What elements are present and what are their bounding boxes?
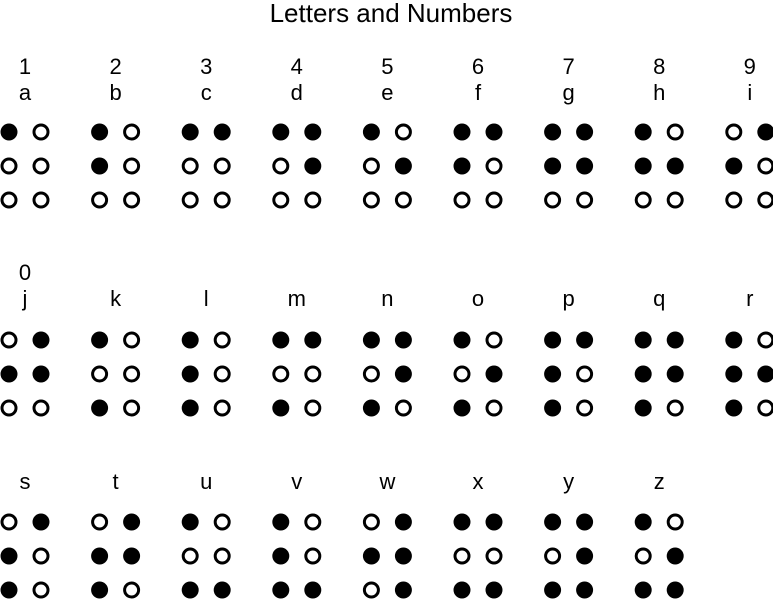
raised-dot-4 — [395, 332, 412, 349]
raised-dot-1 — [544, 514, 561, 531]
raised-dot-3 — [91, 582, 108, 599]
braille-cell-u — [182, 469, 231, 599]
raised-dot-1 — [272, 124, 289, 141]
raised-dot-3 — [272, 400, 289, 417]
braille-cell-i — [725, 54, 773, 207]
flat-dot-6 — [578, 401, 592, 415]
raised-dot-1 — [182, 124, 199, 141]
braille-cell-o — [454, 286, 503, 417]
raised-dot-5 — [486, 366, 503, 383]
braille-cell-j — [1, 260, 50, 415]
flat-dot-4 — [668, 125, 682, 139]
flat-dot-6 — [125, 401, 139, 415]
raised-dot-1 — [1, 124, 18, 141]
raised-dot-6 — [667, 582, 684, 599]
flat-dot-6 — [125, 193, 139, 207]
raised-dot-4 — [576, 332, 593, 349]
raised-dot-1 — [544, 124, 561, 141]
letter-label: w — [379, 469, 396, 494]
flat-dot-4 — [759, 333, 773, 347]
flat-dot-6 — [578, 193, 592, 207]
braille-cell-x — [454, 469, 503, 599]
flat-dot-1 — [2, 515, 16, 529]
braille-cell-b — [91, 54, 139, 207]
flat-dot-4 — [215, 333, 229, 347]
raised-dot-1 — [91, 124, 108, 141]
number-label: 4 — [290, 54, 303, 79]
braille-cell-v — [272, 469, 321, 599]
raised-dot-5 — [667, 548, 684, 565]
raised-dot-4 — [576, 514, 593, 531]
flat-dot-1 — [2, 333, 16, 347]
braille-cell-s — [1, 469, 50, 599]
flat-dot-6 — [34, 583, 48, 597]
raised-dot-5 — [33, 366, 50, 383]
flat-dot-3 — [183, 193, 197, 207]
raised-dot-3 — [544, 400, 561, 417]
letter-label: t — [112, 469, 119, 494]
raised-dot-3 — [725, 400, 742, 417]
number-label: 0 — [18, 260, 32, 285]
flat-dot-2 — [455, 367, 469, 381]
flat-dot-2 — [364, 159, 378, 173]
raised-dot-2 — [635, 158, 652, 175]
raised-dot-2 — [272, 548, 289, 565]
flat-dot-5 — [487, 549, 501, 563]
raised-dot-2 — [454, 158, 471, 175]
letter-label: q — [653, 286, 666, 311]
letter-label: r — [746, 286, 754, 311]
flat-dot-5 — [215, 549, 229, 563]
raised-dot-4 — [486, 124, 503, 141]
raised-dot-4 — [304, 332, 321, 349]
raised-dot-1 — [272, 332, 289, 349]
raised-dot-1 — [544, 332, 561, 349]
braille-cell-y — [544, 469, 593, 599]
raised-dot-4 — [757, 124, 773, 141]
raised-dot-1 — [454, 514, 471, 531]
flat-dot-5 — [215, 159, 229, 173]
flat-dot-6 — [668, 193, 682, 207]
flat-dot-2 — [2, 159, 16, 173]
braille-cell-c — [182, 54, 231, 207]
raised-dot-1 — [454, 332, 471, 349]
chart-title: Letters and Numbers — [269, 0, 513, 28]
flat-dot-6 — [125, 583, 139, 597]
flat-dot-5 — [34, 549, 48, 563]
raised-dot-5 — [304, 158, 321, 175]
flat-dot-1 — [364, 515, 378, 529]
raised-dot-5 — [395, 158, 412, 175]
raised-dot-1 — [182, 332, 199, 349]
raised-dot-6 — [576, 582, 593, 599]
flat-dot-2 — [274, 159, 288, 173]
raised-dot-2 — [635, 366, 652, 383]
flat-dot-4 — [34, 125, 48, 139]
raised-dot-1 — [363, 332, 380, 349]
flat-dot-5 — [215, 367, 229, 381]
flat-dot-6 — [668, 401, 682, 415]
raised-dot-4 — [304, 124, 321, 141]
flat-dot-3 — [2, 193, 16, 207]
letter-label: f — [474, 80, 482, 105]
raised-dot-1 — [91, 332, 108, 349]
raised-dot-5 — [667, 366, 684, 383]
raised-dot-5 — [667, 158, 684, 175]
letter-label: h — [653, 80, 666, 105]
braille-cell-k — [91, 286, 139, 417]
braille-cell-p — [544, 286, 593, 417]
flat-dot-5 — [306, 549, 320, 563]
raised-dot-3 — [544, 582, 561, 599]
flat-dot-6 — [215, 193, 229, 207]
letter-label: o — [471, 286, 485, 311]
flat-dot-2 — [183, 549, 197, 563]
flat-dot-1 — [93, 515, 107, 529]
flat-dot-4 — [125, 125, 139, 139]
raised-dot-2 — [91, 158, 108, 175]
raised-dot-3 — [91, 400, 108, 417]
flat-dot-5 — [306, 367, 320, 381]
flat-dot-2 — [364, 367, 378, 381]
raised-dot-5 — [757, 366, 773, 383]
flat-dot-6 — [34, 193, 48, 207]
flat-dot-2 — [183, 159, 197, 173]
braille-cell-d — [272, 54, 321, 207]
flat-dot-1 — [727, 125, 741, 139]
flat-dot-6 — [487, 401, 501, 415]
raised-dot-2 — [182, 366, 199, 383]
braille-cells — [1, 54, 773, 599]
flat-dot-3 — [636, 193, 650, 207]
flat-dot-5 — [34, 159, 48, 173]
raised-dot-6 — [486, 582, 503, 599]
flat-dot-6 — [306, 401, 320, 415]
flat-dot-2 — [274, 367, 288, 381]
raised-dot-4 — [576, 124, 593, 141]
raised-dot-1 — [635, 124, 652, 141]
letter-label: u — [200, 469, 213, 494]
raised-dot-2 — [544, 158, 561, 175]
braille-cell-h — [635, 54, 684, 207]
braille-cell-t — [91, 469, 140, 599]
flat-dot-2 — [93, 367, 107, 381]
flat-dot-3 — [364, 193, 378, 207]
raised-dot-4 — [33, 514, 50, 531]
braille-cell-f — [454, 54, 503, 207]
flat-dot-2 — [636, 549, 650, 563]
letter-label: m — [287, 286, 306, 311]
letter-label: v — [291, 469, 303, 494]
letter-label: g — [562, 80, 575, 105]
flat-dot-6 — [396, 401, 410, 415]
number-label: 1 — [18, 54, 32, 79]
raised-dot-4 — [667, 332, 684, 349]
raised-dot-3 — [272, 582, 289, 599]
raised-dot-4 — [123, 514, 140, 531]
raised-dot-6 — [214, 582, 231, 599]
letter-label: a — [18, 80, 32, 105]
letter-label: l — [203, 286, 209, 311]
raised-dot-4 — [33, 332, 50, 349]
raised-dot-6 — [304, 582, 321, 599]
flat-dot-3 — [455, 193, 469, 207]
flat-dot-6 — [487, 193, 501, 207]
raised-dot-4 — [486, 514, 503, 531]
raised-dot-1 — [635, 514, 652, 531]
raised-dot-3 — [454, 582, 471, 599]
flat-dot-4 — [487, 333, 501, 347]
raised-dot-3 — [454, 400, 471, 417]
letter-label: k — [110, 286, 122, 311]
letter-label: p — [562, 286, 575, 311]
flat-dot-6 — [34, 401, 48, 415]
letter-label: d — [290, 80, 303, 105]
braille-cell-r — [725, 286, 773, 417]
raised-dot-1 — [454, 124, 471, 141]
flat-dot-5 — [125, 367, 139, 381]
flat-dot-4 — [125, 333, 139, 347]
braille-cell-q — [635, 286, 684, 417]
flat-dot-5 — [125, 159, 139, 173]
braille-cell-g — [544, 54, 593, 207]
number-label: 7 — [562, 54, 575, 79]
flat-dot-6 — [396, 193, 410, 207]
braille-cell-w — [363, 469, 412, 599]
number-label: 8 — [653, 54, 666, 79]
raised-dot-3 — [363, 400, 380, 417]
raised-dot-5 — [576, 158, 593, 175]
flat-dot-2 — [455, 549, 469, 563]
braille-cell-e — [363, 54, 412, 207]
flat-dot-6 — [759, 193, 773, 207]
raised-dot-1 — [363, 124, 380, 141]
number-label: 3 — [200, 54, 213, 79]
flat-dot-3 — [274, 193, 288, 207]
flat-dot-4 — [668, 515, 682, 529]
raised-dot-3 — [635, 582, 652, 599]
flat-dot-3 — [546, 193, 560, 207]
letter-label: s — [19, 469, 31, 494]
number-label: 9 — [743, 54, 756, 79]
braille-cell-l — [182, 286, 230, 417]
flat-dot-5 — [759, 159, 773, 173]
flat-dot-6 — [215, 401, 229, 415]
raised-dot-6 — [395, 582, 412, 599]
flat-dot-6 — [759, 401, 773, 415]
letter-label: y — [563, 469, 575, 494]
flat-dot-3 — [727, 193, 741, 207]
letter-label: i — [747, 80, 753, 105]
flat-dot-3 — [364, 583, 378, 597]
flat-dot-5 — [487, 159, 501, 173]
flat-dot-3 — [2, 401, 16, 415]
letter-label: n — [381, 286, 394, 311]
flat-dot-4 — [215, 515, 229, 529]
flat-dot-3 — [93, 193, 107, 207]
letter-label: b — [109, 80, 122, 105]
raised-dot-2 — [363, 548, 380, 565]
raised-dot-2 — [544, 366, 561, 383]
raised-dot-2 — [725, 366, 742, 383]
raised-dot-1 — [725, 332, 742, 349]
letter-label: c — [200, 80, 212, 105]
braille-cell-n — [363, 286, 412, 417]
raised-dot-5 — [395, 366, 412, 383]
raised-dot-4 — [395, 514, 412, 531]
braille-cell-z — [635, 469, 684, 599]
raised-dot-3 — [182, 582, 199, 599]
letter-label: z — [653, 469, 665, 494]
flat-dot-5 — [578, 367, 592, 381]
number-label: 6 — [471, 54, 485, 79]
raised-dot-3 — [635, 400, 652, 417]
raised-dot-3 — [1, 582, 18, 599]
flat-dot-4 — [396, 125, 410, 139]
raised-dot-2 — [91, 548, 108, 565]
letter-label: e — [381, 80, 394, 105]
raised-dot-3 — [182, 400, 199, 417]
braille-cell-a — [1, 54, 49, 207]
number-label: 2 — [109, 54, 122, 79]
number-label: 5 — [381, 54, 394, 79]
flat-dot-4 — [306, 515, 320, 529]
raised-dot-4 — [214, 124, 231, 141]
raised-dot-2 — [1, 366, 18, 383]
letter-label: j — [22, 286, 28, 311]
raised-dot-5 — [395, 548, 412, 565]
raised-dot-1 — [272, 514, 289, 531]
raised-dot-5 — [123, 548, 140, 565]
raised-dot-5 — [576, 548, 593, 565]
raised-dot-1 — [635, 332, 652, 349]
flat-dot-2 — [546, 549, 560, 563]
raised-dot-1 — [182, 514, 199, 531]
raised-dot-2 — [725, 158, 742, 175]
flat-dot-6 — [306, 193, 320, 207]
raised-dot-2 — [1, 548, 18, 565]
letter-label: x — [472, 469, 484, 494]
braille-cell-m — [272, 286, 321, 417]
